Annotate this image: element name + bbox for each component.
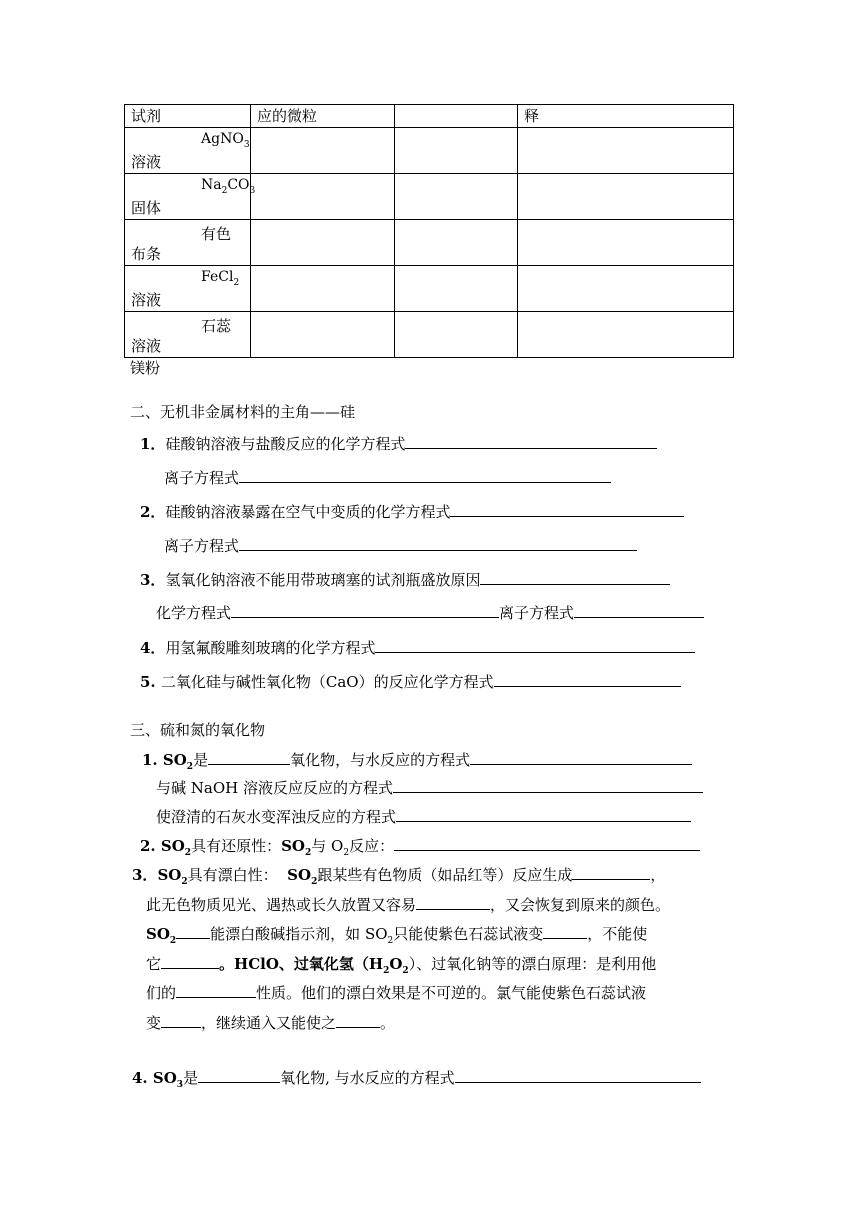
reagent-table <box>124 104 734 358</box>
table-header-row <box>125 105 734 128</box>
header-particles: 应的微粒 <box>251 105 395 128</box>
answer-blank[interactable] <box>572 863 650 880</box>
reagent-cell <box>125 174 256 220</box>
table-cell[interactable] <box>518 174 734 220</box>
s3-q3-line4: 它 。HClO、过氧化氢$(H_2O_2)$、过氧化钠等的漂白原理：是利用他 <box>146 952 656 981</box>
trailing-reagent: 镁粉 <box>130 359 161 377</box>
section2-title: 二、无机非金属材料的主角——硅 <box>130 403 356 421</box>
s3-q3-line6: 变 ，继续通入又能使之 。 <box>146 1011 395 1033</box>
header-empty <box>395 105 518 128</box>
answer-blank[interactable] <box>455 1066 701 1083</box>
reagent-formula: AgNO$_3$ <box>201 131 250 150</box>
reagent-state: 布条 <box>131 245 162 263</box>
s2-q2-ionic: 离子方程式 <box>164 534 637 556</box>
answer-blank[interactable] <box>405 432 657 449</box>
s3-q1: 1. $SO_2$是 氧化物，与水反应的方程式 <box>142 748 692 777</box>
answer-blank[interactable] <box>176 922 210 939</box>
table-cell[interactable] <box>251 128 395 174</box>
s2-q3-equations: 化学方程式 离子方程式 <box>156 601 704 623</box>
table-cell[interactable] <box>395 128 518 174</box>
answer-blank[interactable] <box>396 805 691 822</box>
answer-blank[interactable] <box>198 1066 280 1083</box>
table-row <box>125 174 734 220</box>
table-cell[interactable] <box>518 266 734 312</box>
s2-q4: 4．用氢氟酸雕刻玻璃的化学方程式 <box>140 636 695 658</box>
table-cell[interactable] <box>518 312 734 358</box>
s2-q1-ionic: 离子方程式 <box>164 466 611 488</box>
answer-blank[interactable] <box>416 893 490 910</box>
table-cell[interactable] <box>251 220 395 266</box>
s3-q3-line3: $SO_2$ 能漂白酸碱指示剂，如 $SO_2$只能使紫色石蕊试液变 ，不能使 <box>146 922 647 951</box>
reagent-state: 溶液 <box>131 291 162 309</box>
s3-q3-line2: 此无色物质见光、遇热或长久放置又容易 ，又会恢复到原来的颜色。 <box>146 893 670 915</box>
reagent-name: 有色 <box>201 225 232 243</box>
table-cell[interactable] <box>395 266 518 312</box>
reagent-cell <box>125 312 251 358</box>
table-cell[interactable] <box>395 312 518 358</box>
reagent-state: 固体 <box>131 199 162 217</box>
answer-blank[interactable] <box>336 1011 380 1028</box>
table-row <box>125 312 734 358</box>
s2-q1: 1．硅酸钠溶液与盐酸反应的化学方程式 <box>140 432 657 454</box>
answer-blank[interactable] <box>161 952 219 969</box>
answer-blank[interactable] <box>176 981 256 998</box>
reagent-formula: FeCl$_2$ <box>201 269 240 288</box>
table-cell[interactable] <box>518 220 734 266</box>
reagent-cell <box>125 266 251 312</box>
table-cell[interactable] <box>395 220 518 266</box>
s3-q4: 4. $SO_3$是 氧化物, 与水反应的方程式 <box>132 1066 701 1095</box>
answer-blank[interactable] <box>375 636 695 653</box>
s2-q3: 3．氢氧化钠溶液不能用带玻璃塞的试剂瓶盛放原因 <box>140 568 670 590</box>
reagent-name: 石蕊 <box>201 317 232 335</box>
reagent-state: 溶液 <box>131 337 162 355</box>
answer-blank[interactable] <box>231 601 499 618</box>
section3-title: 三、硫和氮的氧化物 <box>130 721 266 739</box>
answer-blank[interactable] <box>393 776 703 793</box>
answer-blank[interactable] <box>394 834 700 851</box>
table-row <box>125 128 734 174</box>
s3-q2: 2. $SO_2$具有还原性：$SO_2$与 $O_2$反应： <box>140 834 700 863</box>
s3-q3-line5: 们的 性质。他们的漂白效果是不可逆的。氯气能使紫色石蕊试液 <box>146 981 646 1003</box>
table-cell[interactable] <box>251 266 395 312</box>
answer-blank[interactable] <box>239 534 637 551</box>
table-row <box>125 220 734 266</box>
s2-q5: 5. 二氧化硅与碱性氧化物（CaO）的反应化学方程式 <box>140 670 681 692</box>
s3-q3-line1: 3．$SO_2$具有漂白性： $SO_2$跟某些有色物质（如品红等）反应生成 ， <box>132 863 665 892</box>
answer-blank[interactable] <box>543 922 587 939</box>
reagent-state: 溶液 <box>131 153 162 171</box>
s3-q1-lime: 使澄清的石灰水变浑浊反应的方程式 <box>156 805 691 827</box>
table-row <box>125 266 734 312</box>
answer-blank[interactable] <box>208 748 290 765</box>
answer-blank[interactable] <box>239 466 611 483</box>
reagent-formula: $Na_2CO_3$ <box>201 177 256 196</box>
table-cell[interactable] <box>251 174 395 220</box>
answer-blank[interactable] <box>470 748 692 765</box>
reagent-cell <box>125 220 251 266</box>
answer-blank[interactable] <box>574 601 704 618</box>
answer-blank[interactable] <box>161 1011 201 1028</box>
header-explain: 释 <box>518 105 734 128</box>
header-reagent: 试剂 <box>125 105 251 128</box>
table-cell[interactable] <box>251 312 395 358</box>
answer-blank[interactable] <box>480 568 670 585</box>
answer-blank[interactable] <box>450 500 684 517</box>
s3-q1-naoh: 与碱 NaOH 溶液反应反应的方程式 <box>156 776 703 798</box>
s2-q2: 2．硅酸钠溶液暴露在空气中变质的化学方程式 <box>140 500 684 522</box>
table-cell[interactable] <box>518 128 734 174</box>
answer-blank[interactable] <box>494 670 681 687</box>
reagent-cell <box>125 128 251 174</box>
table-cell[interactable] <box>395 174 518 220</box>
